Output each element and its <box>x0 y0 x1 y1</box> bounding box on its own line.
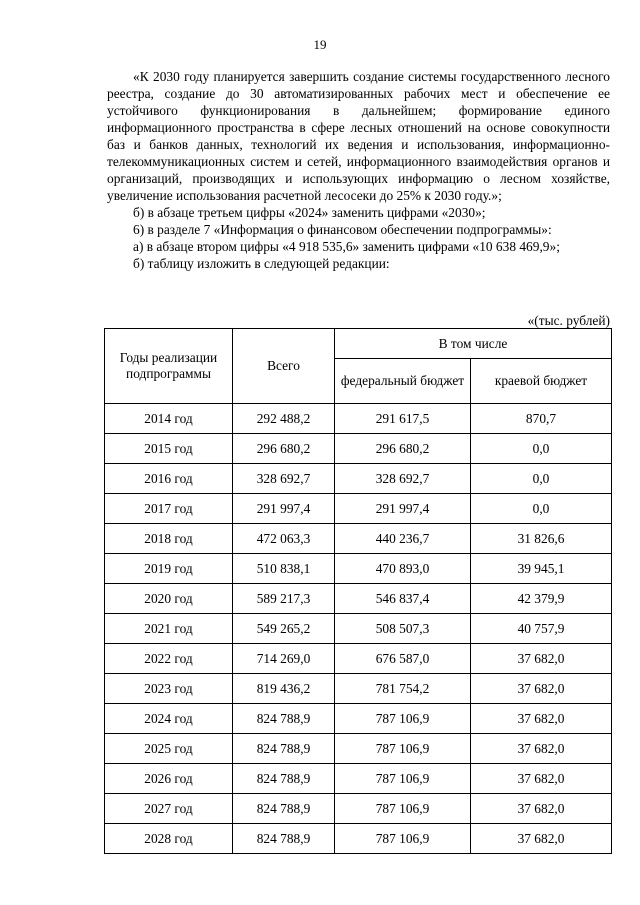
paragraph-section-7: 6) в разделе 7 «Информация о финансовом обеспечении подпрограммы»: <box>133 222 552 237</box>
cell-federal: 787 106,9 <box>335 704 471 734</box>
cell-year: 2023 год <box>105 674 233 704</box>
units-label: «(тыс. рублей) <box>527 313 610 328</box>
header-federal: федеральный бюджет <box>335 359 471 404</box>
cell-federal: 787 106,9 <box>335 824 471 854</box>
cell-total: 549 265,2 <box>233 614 335 644</box>
cell-total: 589 217,3 <box>233 584 335 614</box>
cell-federal: 781 754,2 <box>335 674 471 704</box>
cell-total: 824 788,9 <box>233 794 335 824</box>
cell-year: 2025 год <box>105 734 233 764</box>
cell-federal: 546 837,4 <box>335 584 471 614</box>
cell-year: 2019 год <box>105 554 233 584</box>
paragraph-amend-third: б) в абзаце третьем цифры «2024» заменить цифрами «2030»; <box>133 205 486 220</box>
cell-regional: 0,0 <box>471 464 612 494</box>
cell-federal: 787 106,9 <box>335 794 471 824</box>
cell-year: 2021 год <box>105 614 233 644</box>
cell-federal: 291 997,4 <box>335 494 471 524</box>
cell-regional: 37 682,0 <box>471 644 612 674</box>
cell-year: 2027 год <box>105 794 233 824</box>
table-row <box>105 704 612 734</box>
cell-year: 2024 год <box>105 704 233 734</box>
cell-regional: 39 945,1 <box>471 554 612 584</box>
cell-regional: 37 682,0 <box>471 704 612 734</box>
header-total: Всего <box>233 329 335 404</box>
table-row <box>105 434 612 464</box>
cell-total: 472 063,3 <box>233 524 335 554</box>
cell-year: 2020 год <box>105 584 233 614</box>
table-row <box>105 554 612 584</box>
cell-year: 2014 год <box>105 404 233 434</box>
cell-federal: 296 680,2 <box>335 434 471 464</box>
cell-federal: 440 236,7 <box>335 524 471 554</box>
table-row <box>105 824 612 854</box>
cell-regional: 37 682,0 <box>471 824 612 854</box>
header-including: В том числе <box>335 329 612 359</box>
cell-regional: 870,7 <box>471 404 612 434</box>
cell-year: 2026 год <box>105 764 233 794</box>
cell-federal: 470 893,0 <box>335 554 471 584</box>
paragraph-table-intro: б) таблицу изложить в следующей редакции: <box>133 256 390 271</box>
cell-year: 2022 год <box>105 644 233 674</box>
table-body <box>105 404 612 854</box>
paragraph-forecast-2030: «К 2030 году планируется завершить создание системы государственного лесного реестра, создание до 30 автоматизированных рабочих мест и обеспечение ее устойчивого функционирования в дальнейшем; формирование единого информационного пространства в сфере лесных отношений на основе совокупности баз и банков данных, технологий их ведения и использования, информационно-телекоммуникационных систем и сетей, информационного взаимодействия органов и организаций, производящих и использующих информацию о лесном хозяйстве, увеличение использования расчетной лесосеки до 25% к 2030 году.»; <box>107 69 610 203</box>
cell-regional: 37 682,0 <box>471 734 612 764</box>
cell-total: 824 788,9 <box>233 764 335 794</box>
table-row <box>105 524 612 554</box>
cell-federal: 328 692,7 <box>335 464 471 494</box>
body-text <box>107 68 610 272</box>
paragraph-amend-second: а) в абзаце втором цифры «4 918 535,6» заменить цифрами «10 638 469,9»; <box>133 239 560 254</box>
table-row <box>105 494 612 524</box>
cell-total: 296 680,2 <box>233 434 335 464</box>
table-row <box>105 614 612 644</box>
cell-year: 2015 год <box>105 434 233 464</box>
cell-federal: 291 617,5 <box>335 404 471 434</box>
cell-federal: 508 507,3 <box>335 614 471 644</box>
table-row <box>105 464 612 494</box>
cell-regional: 42 379,9 <box>471 584 612 614</box>
header-years: Годы реализации подпрограммы <box>105 329 233 404</box>
cell-total: 714 269,0 <box>233 644 335 674</box>
cell-year: 2028 год <box>105 824 233 854</box>
cell-regional: 37 682,0 <box>471 674 612 704</box>
cell-year: 2018 год <box>105 524 233 554</box>
cell-federal: 676 587,0 <box>335 644 471 674</box>
cell-regional: 37 682,0 <box>471 794 612 824</box>
cell-total: 291 997,4 <box>233 494 335 524</box>
table-row <box>105 404 612 434</box>
cell-total: 824 788,9 <box>233 704 335 734</box>
cell-total: 824 788,9 <box>233 734 335 764</box>
cell-regional: 37 682,0 <box>471 764 612 794</box>
page-number: 19 <box>313 37 327 52</box>
table-row <box>105 764 612 794</box>
cell-total: 510 838,1 <box>233 554 335 584</box>
cell-total: 819 436,2 <box>233 674 335 704</box>
cell-federal: 787 106,9 <box>335 764 471 794</box>
table-row <box>105 734 612 764</box>
cell-regional: 40 757,9 <box>471 614 612 644</box>
table-row <box>105 674 612 704</box>
cell-year: 2016 год <box>105 464 233 494</box>
table-row <box>105 644 612 674</box>
cell-federal: 787 106,9 <box>335 734 471 764</box>
table-header-row <box>105 329 612 359</box>
table-row <box>105 794 612 824</box>
financing-table <box>104 328 612 854</box>
cell-regional: 31 826,6 <box>471 524 612 554</box>
table-row <box>105 584 612 614</box>
cell-year: 2017 год <box>105 494 233 524</box>
cell-regional: 0,0 <box>471 494 612 524</box>
cell-total: 328 692,7 <box>233 464 335 494</box>
cell-total: 292 488,2 <box>233 404 335 434</box>
cell-total: 824 788,9 <box>233 824 335 854</box>
header-regional: краевой бюджет <box>471 359 612 404</box>
cell-regional: 0,0 <box>471 434 612 464</box>
